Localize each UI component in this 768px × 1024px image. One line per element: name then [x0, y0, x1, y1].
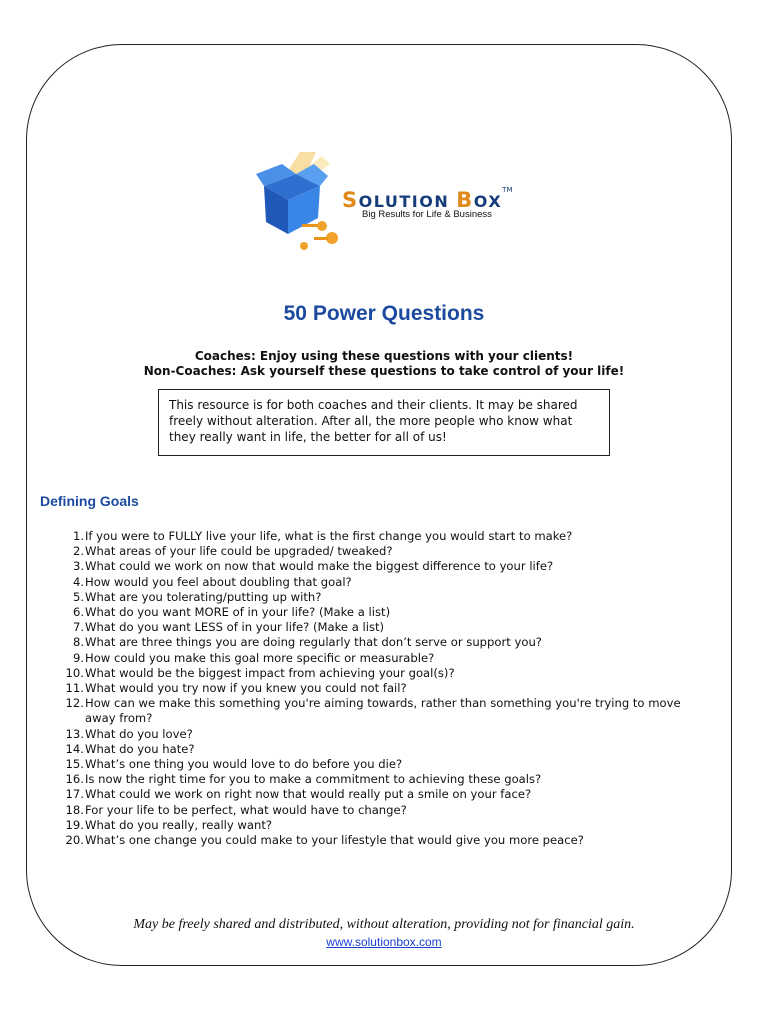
page-title: 50 Power Questions — [283, 302, 485, 325]
list-item — [60, 787, 710, 802]
item-number: 19. — [65, 817, 84, 832]
brand-text-2: OX — [473, 192, 503, 211]
item-text: How would you feel about doubling that goal? — [85, 574, 352, 589]
brand-text-1: OLUTION — [358, 192, 457, 211]
item-number: 16. — [65, 772, 84, 787]
item-text: What would be the biggest impact from achieving your goal(s)? — [85, 665, 455, 680]
item-text: What do you love? — [85, 726, 193, 741]
item-text: What are you tolerating/putting up with? — [85, 589, 322, 604]
item-text: What’s one thing you would love to do before you die? — [85, 757, 403, 772]
section-title: Defining Goals — [40, 493, 139, 509]
item-text: What areas of your life could be upgraded/ tweaked? — [85, 544, 393, 559]
item-number: 3. — [72, 559, 84, 574]
list-item — [60, 529, 710, 544]
tagline: Big Results for Life & Business — [362, 209, 492, 220]
list-item — [60, 803, 710, 818]
item-text: How could you make this goal more specific or measurable? — [85, 650, 435, 665]
list-item — [60, 666, 710, 681]
item-text: What do you want MORE of in your life? (Make a list) — [85, 605, 391, 620]
list-item — [60, 559, 710, 574]
subtitle-non-coaches: Non-Coaches: Ask yourself these questions to take control of your life! — [143, 364, 625, 378]
notice-box: This resource is for both coaches and their clients. It may be shared freely without alteration. After all, the more people who know what they really want in life, the better for all of us! — [158, 389, 610, 456]
item-text: If you were to FULLY live your life, what is the first change you would start to make? — [85, 529, 573, 543]
footer-link-wrap — [0, 935, 768, 949]
item-text: What could we work on right now that would really put a smile on your face? — [85, 787, 532, 802]
list-item — [60, 833, 710, 848]
trademark: TM — [502, 186, 513, 194]
item-number: 17. — [65, 787, 84, 802]
list-item — [60, 620, 710, 635]
list-item — [60, 727, 710, 742]
subtitle-coaches: Coaches: Enjoy using these questions with your clients! — [194, 349, 574, 363]
item-number: 11. — [65, 681, 84, 696]
list-item — [60, 696, 710, 726]
item-number: 4. — [72, 574, 84, 589]
item-number: 7. — [72, 620, 84, 635]
list-item — [60, 757, 710, 772]
item-text: Is now the right time for you to make a commitment to achieving these goals? — [85, 772, 542, 787]
open-box-with-keys-icon — [256, 152, 346, 258]
list-item — [60, 590, 710, 605]
item-number: 18. — [65, 802, 84, 817]
item-text: What’s one change you could make to your lifestyle that would give you more peace? — [85, 833, 584, 848]
list-item — [60, 742, 710, 757]
item-number: 12. — [65, 696, 84, 711]
item-text: For your life to be perfect, what would have to change? — [85, 802, 407, 817]
item-number: 2. — [72, 544, 84, 559]
list-item — [60, 772, 710, 787]
list-item — [60, 681, 710, 696]
item-text: How can we make this something you're aiming towards, rather than something you're trying to move away from? — [85, 696, 681, 726]
item-text: What could we work on now that would make the biggest difference to your life? — [85, 559, 554, 574]
item-number: 15. — [65, 757, 84, 772]
list-item — [60, 635, 710, 650]
list-item — [60, 575, 710, 590]
list-item — [60, 818, 710, 833]
item-number: 5. — [72, 589, 84, 604]
item-number: 13. — [65, 726, 84, 741]
item-text: What do you want LESS of in your life? (Make a list) — [85, 620, 385, 635]
item-text: What do you really, really want? — [85, 817, 273, 832]
item-number: 14. — [65, 741, 84, 756]
item-text: What would you try now if you knew you could not fail? — [85, 681, 407, 696]
item-number: 6. — [72, 605, 84, 620]
item-number: 1. — [72, 529, 84, 543]
item-number: 20. — [65, 833, 84, 848]
list-item — [60, 605, 710, 620]
footer-notice: May be freely shared and distributed, without alteration, providing not for financial gain. — [133, 917, 635, 932]
item-number: 8. — [72, 635, 84, 650]
item-text: What do you hate? — [85, 741, 195, 756]
list-item — [60, 651, 710, 666]
logo — [256, 152, 526, 258]
brand-letter-s: S — [342, 188, 359, 212]
item-number: 10. — [65, 665, 84, 680]
website-link[interactable]: www.solutionbox.com — [326, 935, 442, 949]
item-number: 9. — [72, 650, 84, 665]
list-item — [60, 544, 710, 559]
item-text: What are three things you are doing regularly that don’t serve or support you? — [85, 635, 542, 650]
brand-letter-b: B — [456, 188, 474, 212]
question-list — [60, 529, 710, 848]
